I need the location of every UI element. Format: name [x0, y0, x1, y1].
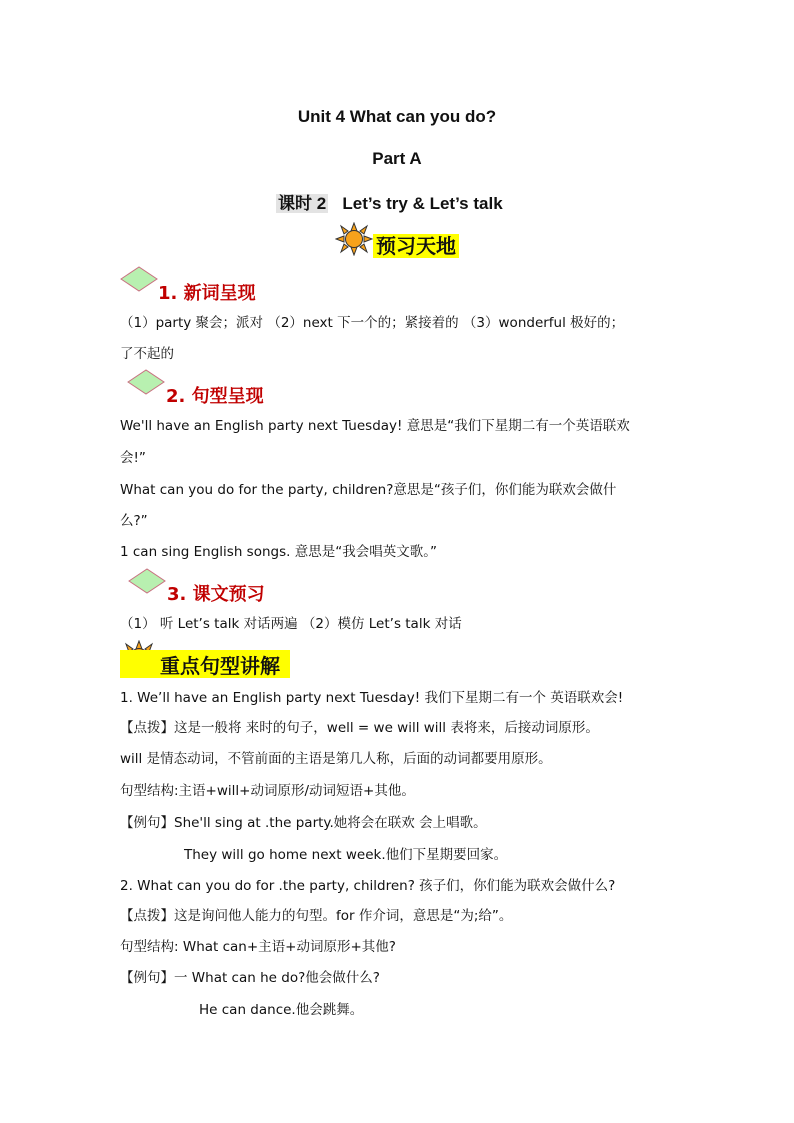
sentence-line-5: 1 can sing English songs. 意思是“我会唱英文歌。” — [120, 544, 437, 560]
diamond-icon — [119, 266, 159, 292]
section-new-words-title: 1. 新词呈现 — [158, 283, 256, 304]
new-words-line-2: 了不起的 — [120, 346, 174, 362]
key-line-11: He can dance.他会跳舞。 — [199, 1002, 364, 1018]
key-line-6: They will go home next week.他们下星期要回家。 — [184, 847, 508, 863]
section-text-preview-title: 3. 课文预习 — [167, 584, 265, 605]
key-line-7: 2. What can you do for .the party, children? 孩子们，你们能为联欢会做什么? — [120, 878, 616, 894]
key-line-9: 句型结构: What can+主语+动词原形+其他? — [120, 939, 396, 955]
diamond-icon — [127, 568, 167, 594]
sentence-line-4: 么?” — [120, 513, 148, 529]
sun-icon — [335, 222, 373, 256]
key-line-3: will 是情态动词，不管前面的主语是第几人称，后面的动词都要用原形。 — [120, 751, 552, 767]
key-line-1: 1. We’ll have an English party next Tuesday! 我们下星期二有一个 英语联欢会! — [120, 690, 624, 706]
new-words-line-1: （1）party 聚会；派对 （2）next 下一个的；紧接着的 （3）wonderful 极好的； — [120, 315, 625, 331]
lesson-title: Let’s try & Let’s talk — [342, 194, 503, 213]
key-line-2: 【点拨】这是一般将 来时的句子，well = we will will 表将来，后接动词原形。 — [120, 720, 599, 736]
key-line-8: 【点拨】这是询问他人能力的句型。for 作介词，意思是“为;给”。 — [120, 908, 513, 924]
text-preview-line: （1） 听 Let’s talk 对话两遍 （2）模仿 Let’s talk 对话 — [120, 616, 462, 632]
sentence-line-3: What can you do for the party, children?意思是“孩子们，你们能为联欢会做什 — [120, 482, 617, 498]
key-line-10: 【例句】一 What can he do?他会做什么? — [120, 970, 380, 986]
sentence-line-1: We'll have an English party next Tuesday! 意思是“我们下星期二有一个英语联欢 — [120, 418, 630, 434]
part-label: Part A — [372, 149, 422, 168]
unit-title: Unit 4 What can you do? — [297, 107, 497, 126]
lesson-label: 课时 2 — [278, 194, 327, 213]
preview-banner: 预习天地 — [373, 230, 459, 259]
key-line-4: 句型结构:主语+will+动词原形/动词短语+其他。 — [120, 783, 415, 799]
sentence-line-2: 会!” — [120, 450, 146, 466]
lesson-heading — [276, 189, 503, 214]
key-sentences-banner: 重点句型讲解 — [160, 654, 280, 678]
section-sentences-title: 2. 句型呈现 — [166, 386, 264, 407]
diamond-icon — [126, 369, 166, 395]
key-line-5: 【例句】She'll sing at .the party.她将会在联欢 会上唱歌。 — [120, 815, 487, 831]
